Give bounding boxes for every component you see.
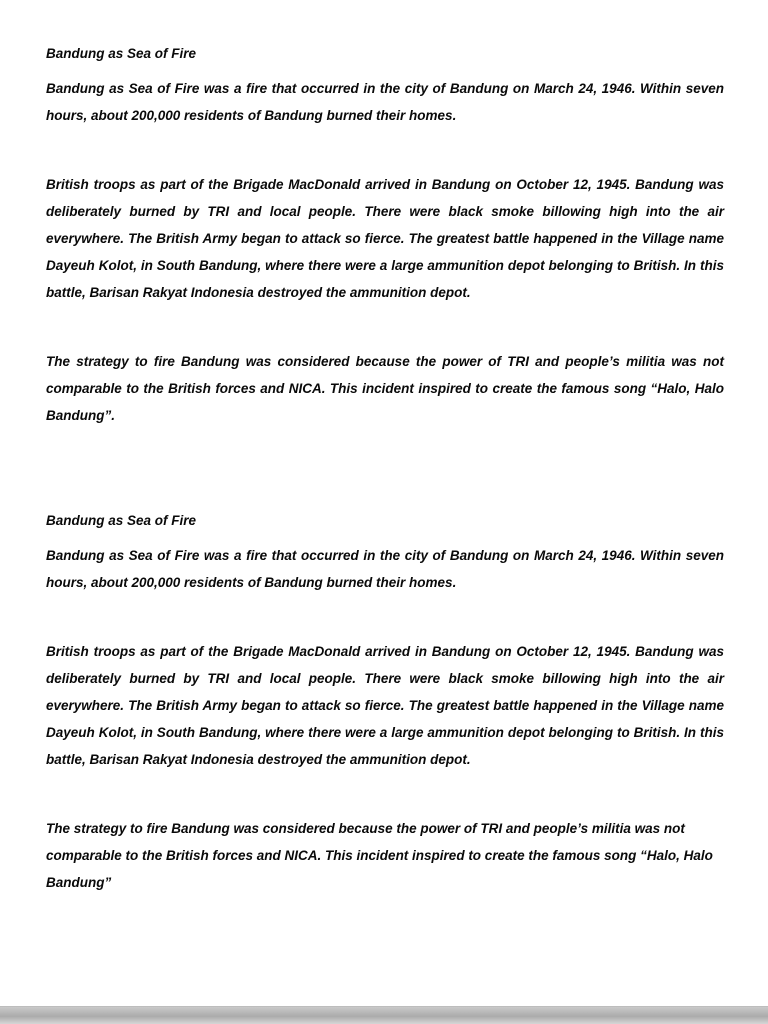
paragraph-british-troops: British troops as part of the Brigade MacDonald arrived in Bandung on October 12, 1945. Bandung was deliberately burned by TRI and local people. There were black smoke billowing high into the air everywhere. The British Army began to attack so fierce. The greatest battle happened in the Village name Dayeuh Kolot, in South Bandung, where there were a large ammunition depot belonging to British. In this battle, Barisan Rakyat Indonesia destroyed the ammunition depot. (46, 177, 724, 300)
section-title: Bandung as Sea of Fire (46, 513, 197, 528)
paragraph-british-troops: British troops as part of the Brigade MacDonald arrived in Bandung on October 12, 1945. Bandung was deliberately burned by TRI and local people. There were black smoke billowing high into the air everywhere. The British Army began to attack so fierce. The greatest battle happened in the Village name Dayeuh Kolot, in South Bandung, where there were a large ammunition depot belonging to British. In this battle, Barisan Rakyat Indonesia destroyed the ammunition depot. (46, 644, 724, 767)
paragraph-intro: Bandung as Sea of Fire was a fire that occurred in the city of Bandung on March 24, 1946. Within seven hours, about 200,000 residents of Bandung burned their homes. (46, 81, 724, 123)
paragraph-intro: Bandung as Sea of Fire was a fire that occurred in the city of Bandung on March 24, 1946. Within seven hours, about 200,000 residents of Bandung burned their homes. (46, 548, 724, 590)
paragraph-strategy: The strategy to fire Bandung was considered because the power of TRI and people’s militia was not comparable to the British forces and NICA. This incident inspired to create the famous song “Halo, Halo Bandung”. (46, 354, 724, 423)
paragraph-strategy: The strategy to fire Bandung was considered because the power of TRI and people’s militia was not comparable to the British forces and NICA. This incident inspired to create the famous song “Halo, Halo Bandung” (46, 821, 713, 890)
page-separator (0, 1006, 768, 1024)
section-title: Bandung as Sea of Fire (46, 46, 197, 61)
text-block-first (46, 40, 724, 429)
text-block-second (46, 507, 724, 896)
